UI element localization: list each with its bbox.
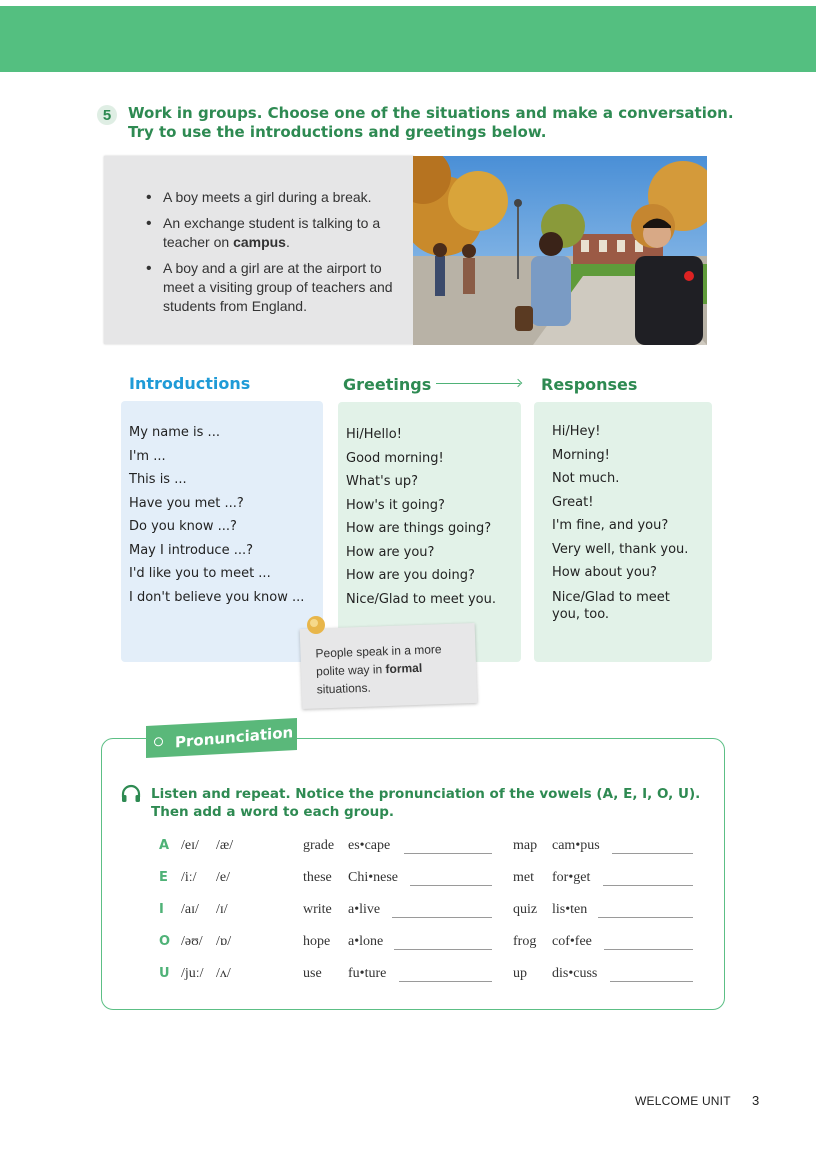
answer-blank[interactable]	[392, 917, 492, 918]
situations-box	[104, 156, 414, 344]
example-word: es•cape	[348, 838, 391, 853]
example-word: Chi•nese	[348, 870, 399, 885]
example-word: for•get	[552, 870, 591, 885]
example-word: dis•cuss	[552, 966, 598, 981]
vowel-letter: E	[159, 870, 168, 885]
greetings-heading: Greetings	[343, 375, 432, 394]
list-item: This is ...	[129, 472, 187, 487]
list-item: Morning!	[552, 447, 610, 463]
list-item: How are you?	[346, 544, 435, 560]
example-word: lis•ten	[552, 902, 588, 917]
list-item: I don't believe you know ...	[129, 589, 305, 605]
pronunciation-label: Pronunciation	[175, 723, 294, 752]
circle-icon	[154, 737, 163, 746]
example-word: these	[303, 870, 332, 885]
vowel-letter: O	[159, 934, 171, 949]
answer-blank[interactable]	[610, 981, 693, 982]
vowel-letter: A	[159, 838, 170, 853]
answer-blank[interactable]	[598, 917, 693, 918]
ipa-symbol: /juː/	[181, 966, 204, 981]
answer-blank[interactable]	[399, 981, 492, 982]
example-word: quiz	[513, 902, 538, 917]
example-word: frog	[513, 934, 537, 949]
list-item: Hi/Hello!	[346, 427, 402, 442]
list-item: Not much.	[552, 471, 620, 486]
example-word: a•live	[348, 902, 381, 917]
example-word: map	[513, 838, 538, 853]
page-number: 3	[752, 1093, 760, 1108]
list-item: Great!	[552, 494, 594, 510]
list-item: I'd like you to meet ...	[129, 566, 271, 581]
example-word: met	[513, 870, 534, 885]
ipa-symbol: /ʌ/	[216, 966, 231, 981]
list-item: Have you met ...?	[129, 495, 244, 511]
vowel-row	[0, 934, 824, 956]
list-item: How about you?	[552, 565, 657, 580]
task-heading	[97, 104, 737, 142]
pronunciation-instruction: Listen and repeat. Notice the pronunciation of the vowels (A, E, I, O, U). Then add a word to each group.	[151, 786, 701, 820]
list-item: I'm ...	[129, 448, 166, 464]
ipa-symbol: /iː/	[181, 870, 197, 885]
responses-box	[534, 402, 712, 662]
example-word: cam•pus	[552, 838, 600, 853]
arrow-icon	[436, 383, 520, 384]
list-item: Do you know ...?	[129, 519, 237, 534]
vowel-row	[0, 902, 824, 924]
list-item: Nice/Glad to meet you.	[346, 591, 496, 607]
headphones-icon[interactable]	[120, 783, 142, 805]
list-item: Nice/Glad to meet you, too.	[552, 589, 670, 622]
ipa-symbol: /æ/	[216, 838, 234, 853]
answer-blank[interactable]	[410, 885, 492, 886]
greetings-box	[338, 402, 521, 662]
note-text: People speak in a more polite way in formal situations.	[315, 642, 442, 697]
ipa-symbol: /aɪ/	[181, 902, 199, 917]
example-word: use	[303, 966, 322, 981]
ipa-symbol: /eɪ/	[181, 838, 199, 853]
vowel-letter: U	[159, 966, 170, 981]
list-item: Very well, thank you.	[552, 541, 689, 557]
answer-blank[interactable]	[404, 853, 492, 854]
situation-item: • An exchange student is talking to a teacher on campus.	[146, 214, 401, 252]
ipa-symbol: /ɒ/	[216, 934, 232, 949]
example-word: up	[513, 966, 527, 981]
ipa-symbol: /əʊ/	[181, 934, 203, 949]
list-item: How's it going?	[346, 497, 445, 513]
list-item: What's up?	[346, 474, 419, 489]
list-item: I'm fine, and you?	[552, 518, 669, 533]
task-instruction: Work in groups. Choose one of the situations and make a conversation. Try to use the introductions and greetings below.	[128, 104, 734, 141]
footer-unit: WELCOME UNIT	[635, 1094, 731, 1108]
example-word: cof•fee	[552, 934, 592, 949]
list-item: My name is ...	[129, 425, 220, 440]
list-item: Hi/Hey!	[552, 424, 601, 439]
example-word: fu•ture	[348, 966, 387, 981]
answer-blank[interactable]	[612, 853, 693, 854]
vowel-letter: I	[159, 902, 164, 917]
introductions-heading: Introductions	[129, 374, 251, 393]
ipa-symbol: /e/	[216, 870, 230, 885]
list-item: May I introduce ...?	[129, 542, 254, 558]
answer-blank[interactable]	[604, 949, 693, 950]
situation-item: • A boy meets a girl during a break.	[146, 188, 401, 207]
students-photo	[413, 156, 707, 345]
introductions-box	[121, 401, 323, 662]
list-item: How are things going?	[346, 521, 492, 536]
list-item: How are you doing?	[346, 568, 475, 583]
answer-blank[interactable]	[603, 885, 693, 886]
example-word: write	[303, 902, 332, 917]
pushpin-icon	[305, 614, 327, 636]
vowel-row	[0, 838, 824, 860]
responses-heading: Responses	[541, 375, 638, 394]
situation-item: • A boy and a girl are at the airport to meet a visiting group of teachers and students from England.	[146, 259, 401, 316]
ipa-symbol: /ɪ/	[216, 902, 228, 917]
task-number: 5	[97, 105, 117, 125]
answer-blank[interactable]	[394, 949, 492, 950]
example-word: hope	[303, 934, 331, 949]
example-word: a•lone	[348, 934, 384, 949]
list-item: Good morning!	[346, 450, 444, 466]
example-word: grade	[303, 838, 335, 853]
vowel-row	[0, 966, 824, 988]
vowel-row	[0, 870, 824, 892]
header-band	[0, 6, 816, 72]
